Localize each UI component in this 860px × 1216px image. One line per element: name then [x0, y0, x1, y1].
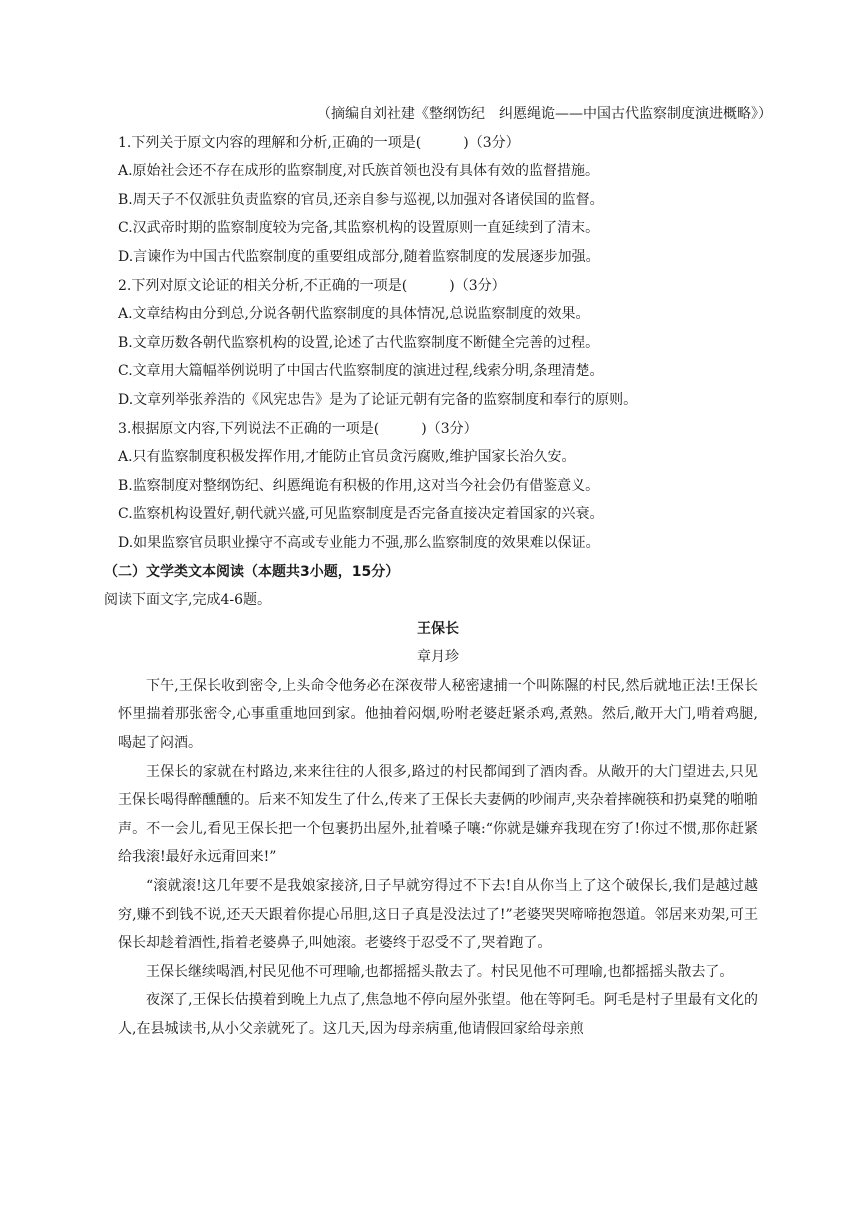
- question-1-option-b: B.周天子不仅派驻负责监察的官员,还亲自参与巡视,以加强对各诸侯国的监督。: [118, 191, 604, 208]
- question-3-stem: 3.根据原文内容,下列说法不正确的一项是( )（3分）: [118, 420, 478, 437]
- reading-instruction: 阅读下面文字,完成4-6题。: [104, 592, 271, 609]
- document-page: [104, 100, 772, 1044]
- story-author: 章月珍: [417, 649, 459, 666]
- story-paragraph: 王保长继续喝酒,村民见他不可理喻,也都摇摇头散去了。村民见他不可理喻,也都摇摇头散去了。: [146, 963, 734, 980]
- question-1-option-d: D.言谏作为中国古代监察制度的重要组成部分,随着监察制度的发展逐步加强。: [118, 248, 600, 265]
- story-title: 王保长: [417, 620, 459, 637]
- question-3-option-b: B.监察制度对整纲饬纪、纠慝绳诡有积极的作用,这对当今社会仍有借鉴意义。: [118, 477, 600, 494]
- question-1-option-c: C.汉武帝时期的监察制度较为完备,其监察机构的设置原则一直延续到了清末。: [118, 220, 600, 237]
- section-heading: （二）文学类文本阅读（本题共3小题，15分）: [104, 563, 400, 580]
- story-paragraph: 夜深了,王保长估摸着到晚上九点了,焦急地不停向屋外张望。他在等阿毛。阿毛是村子里最有文化的人,在县城读书,从小父亲就死了。这几天,因为母亲病重,他请假回家给母亲煎: [118, 992, 758, 1037]
- question-1-stem: 1.下列关于原文内容的理解和分析,正确的一项是( )（3分）: [118, 134, 520, 151]
- question-3-option-d: D.如果监察官员职业操守不高或专业能力不强,那么监察制度的效果难以保证。: [118, 534, 600, 551]
- question-1-option-a: A.原始社会还不存在成形的监察制度,对氏族首领也没有具体有效的监督措施。: [118, 163, 600, 180]
- story-paragraph: “滚就滚!这几年要不是我娘家接济,日子早就穷得过不下去!自从你当上了这个破保长,我们是越过越穷,赚不到钱不说,还天天跟着你提心吊胆,这日子真是没法过了!”老婆哭哭啼啼抱怨道。邻居来劝架,可王保长却趁着酒性,指着老婆鼻子,叫她滚。老婆终于忍受不了,哭着跑了。: [118, 878, 758, 952]
- story-paragraph: 王保长的家就在村路边,来来往往的人很多,路过的村民都闻到了酒肉香。从敞开的大门望进去,只见王保长喝得醉醺醺的。后来不知发生了什么,传来了王保长夫妻俩的吵闹声,夹杂着摔碗筷和扔桌凳的啪啪声。不一会儿,看见王保长把一个包裹扔出屋外,扯着嗓子嚷:“你就是嫌弃我现在穷了!你过不惯,那你赶紧给我滚!最好永远甭回来!”: [118, 763, 758, 866]
- question-2-option-c: C.文章用大篇幅举例说明了中国古代监察制度的演进过程,线索分明,条理清楚。: [118, 363, 604, 380]
- story-paragraph: 下午,王保长收到密令,上头命令他务必在深夜带人秘密逮捕一个叫陈隰的村民,然后就地正法!王保长怀里揣着那张密令,心事重重地回到家。他抽着闷烟,吩咐老婆赶紧杀鸡,煮熟。然后,敞开大门,啃着鸡腿,喝起了闷酒。: [118, 677, 758, 752]
- question-2-option-d: D.文章列举张养浩的《风宪忠告》是为了论证元朝有完备的监察制度和奉行的原则。: [118, 391, 638, 408]
- question-3-option-c: C.监察机构设置好,朝代就兴盛,可见监察制度是否完备直接决定着国家的兴衰。: [118, 506, 604, 523]
- question-2-option-a: A.文章结构由分到总,分说各朝代监察制度的具体情况,总说监察制度的效果。: [118, 306, 590, 323]
- question-2-option-b: B.文章历数各朝代监察机构的设置,论述了古代监察制度不断健全完善的过程。: [118, 334, 600, 351]
- question-2-stem: 2.下列对原文论证的相关分析,不正确的一项是( )（3分）: [118, 277, 506, 294]
- question-3-option-a: A.只有监察制度积极发挥作用,才能防止官员贪污腐败,维护国家长治久安。: [118, 449, 576, 466]
- source-citation: （摘编自刘社建《整纲饬纪 纠慝绳诡——中国古代监察制度演进概略》）: [317, 106, 772, 122]
